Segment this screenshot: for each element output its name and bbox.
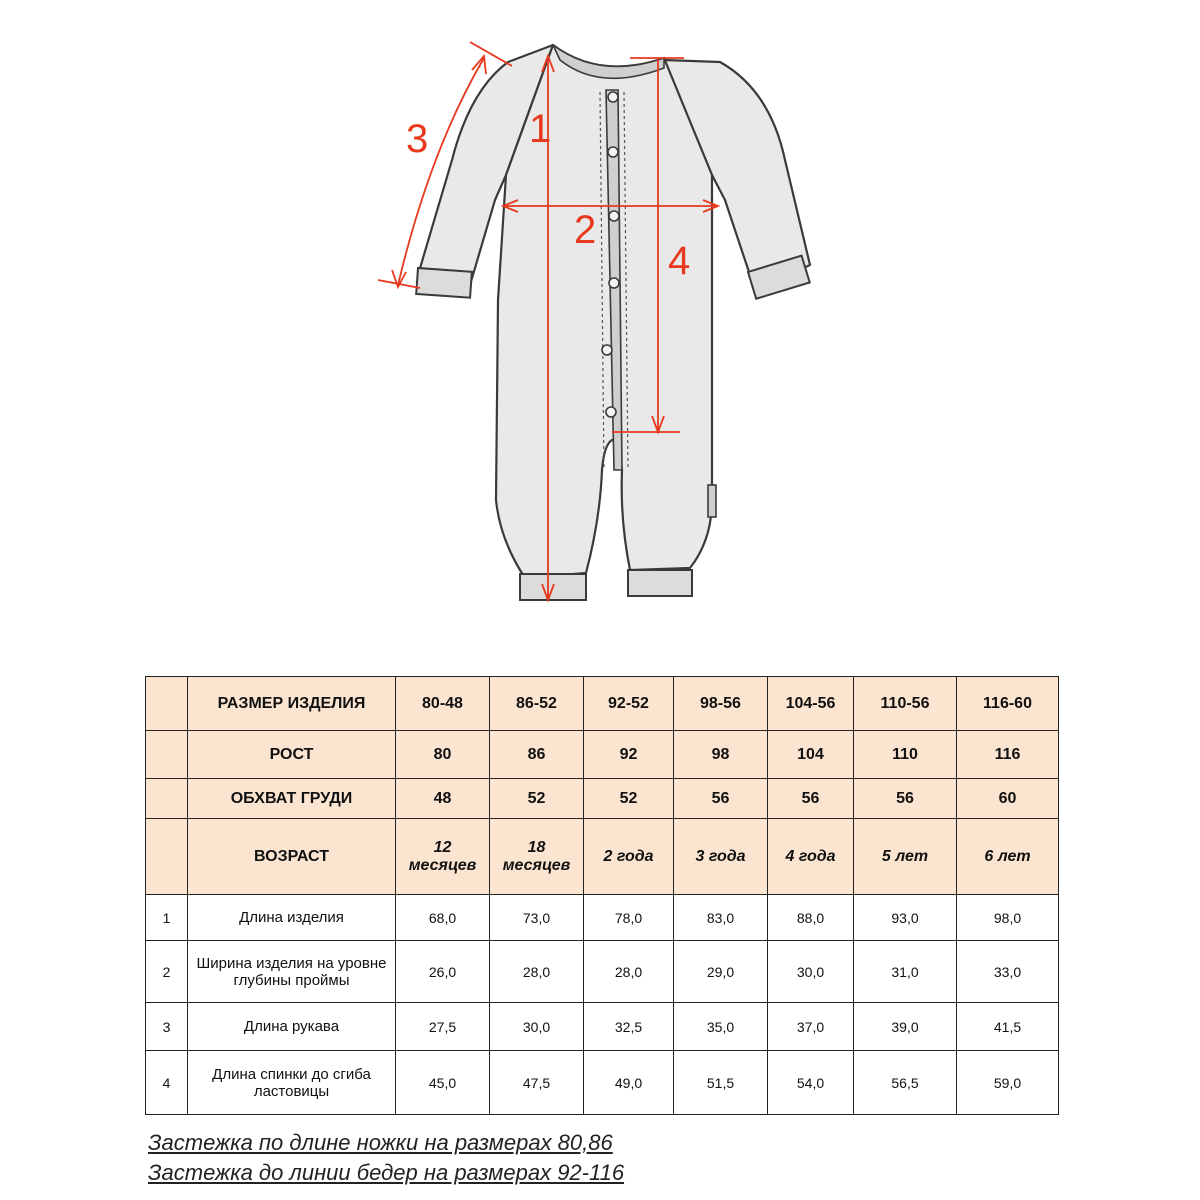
table-row xyxy=(146,1003,1059,1051)
measure-value-cell: 27,5 xyxy=(396,1003,490,1051)
header-value-cell: 52 xyxy=(584,779,674,819)
measure-value-cell: 37,0 xyxy=(768,1003,854,1051)
measure-value-cell: 54,0 xyxy=(768,1051,854,1115)
measure-value-cell: 32,5 xyxy=(584,1003,674,1051)
measure-value-cell: 30,0 xyxy=(768,941,854,1003)
measure-value-cell: 45,0 xyxy=(396,1051,490,1115)
header-value-cell: 92 xyxy=(584,731,674,779)
measure-value-cell: 47,5 xyxy=(490,1051,584,1115)
table-row xyxy=(146,941,1059,1003)
table-row xyxy=(146,1051,1059,1115)
snap-button xyxy=(608,147,618,157)
snap-button xyxy=(602,345,612,355)
row-number-cell xyxy=(146,677,188,731)
header-value-cell: 98-56 xyxy=(674,677,768,731)
row-number-cell xyxy=(146,819,188,895)
measure-value-cell: 35,0 xyxy=(674,1003,768,1051)
header-value-cell: 110-56 xyxy=(854,677,957,731)
measure-value-cell: 56,5 xyxy=(854,1051,957,1115)
header-value-cell: 2 года xyxy=(584,819,674,895)
size-table xyxy=(145,676,1059,1115)
measure-value-cell: 68,0 xyxy=(396,895,490,941)
right-leg-cuff xyxy=(628,570,692,596)
header-row xyxy=(146,677,1059,731)
header-value-cell: 116 xyxy=(957,731,1059,779)
row-number-cell: 4 xyxy=(146,1051,188,1115)
row-number-cell: 2 xyxy=(146,941,188,1003)
header-label-cell: ВОЗРАСТ xyxy=(188,819,396,895)
row-number-cell xyxy=(146,779,188,819)
header-value-cell: 18 месяцев xyxy=(490,819,584,895)
measure-value-cell: 83,0 xyxy=(674,895,768,941)
measure-value-cell: 73,0 xyxy=(490,895,584,941)
row-number-cell: 1 xyxy=(146,895,188,941)
snap-button xyxy=(606,407,616,417)
header-value-cell: 80-48 xyxy=(396,677,490,731)
measure-label-cell: Длина изделия xyxy=(188,895,396,941)
measure-value-cell: 39,0 xyxy=(854,1003,957,1051)
measure-value-cell: 28,0 xyxy=(584,941,674,1003)
measure-value-cell: 49,0 xyxy=(584,1051,674,1115)
header-value-cell: 3 года xyxy=(674,819,768,895)
header-value-cell: 86 xyxy=(490,731,584,779)
header-row xyxy=(146,779,1059,819)
side-label-tag xyxy=(708,485,716,517)
measure-label-2: 2 xyxy=(574,208,597,252)
measure-value-cell: 98,0 xyxy=(957,895,1059,941)
header-label-cell: ОБХВАТ ГРУДИ xyxy=(188,779,396,819)
header-value-cell: 98 xyxy=(674,731,768,779)
measure-value-cell: 29,0 xyxy=(674,941,768,1003)
footnote-1: Застежка по длине ножки на размерах 80,86 xyxy=(148,1130,613,1155)
left-sleeve-cuff xyxy=(416,268,472,298)
header-value-cell: 56 xyxy=(768,779,854,819)
header-value-cell: 6 лет xyxy=(957,819,1059,895)
header-value-cell: 80 xyxy=(396,731,490,779)
measure-value-cell: 51,5 xyxy=(674,1051,768,1115)
header-value-cell: 60 xyxy=(957,779,1059,819)
measure-value-cell: 78,0 xyxy=(584,895,674,941)
header-value-cell: 104 xyxy=(768,731,854,779)
header-value-cell: 48 xyxy=(396,779,490,819)
header-value-cell: 12 месяцев xyxy=(396,819,490,895)
header-label-cell: РОСТ xyxy=(188,731,396,779)
measure-label-3: 3 xyxy=(406,117,429,161)
header-value-cell: 116-60 xyxy=(957,677,1059,731)
measure-label-1: 1 xyxy=(529,107,552,151)
measure-value-cell: 30,0 xyxy=(490,1003,584,1051)
measure-label-4: 4 xyxy=(668,239,691,283)
header-label-cell: РАЗМЕР ИЗДЕЛИЯ xyxy=(188,677,396,731)
header-value-cell: 5 лет xyxy=(854,819,957,895)
measure-label-cell: Ширина изделия на уровне глубины проймы xyxy=(188,941,396,1003)
measure-value-cell: 59,0 xyxy=(957,1051,1059,1115)
table-row xyxy=(146,895,1059,941)
measure-value-cell: 26,0 xyxy=(396,941,490,1003)
measure-value-cell: 93,0 xyxy=(854,895,957,941)
measure-value-cell: 31,0 xyxy=(854,941,957,1003)
header-value-cell: 4 года xyxy=(768,819,854,895)
snap-button xyxy=(609,211,619,221)
header-value-cell: 56 xyxy=(854,779,957,819)
header-value-cell: 92-52 xyxy=(584,677,674,731)
measure-value-cell: 88,0 xyxy=(768,895,854,941)
header-value-cell: 86-52 xyxy=(490,677,584,731)
footnote-2: Застежка до линии бедер на размерах 92-116 xyxy=(148,1160,625,1185)
measure-label-cell: Длина спинки до сгиба ластовицы xyxy=(188,1051,396,1115)
header-value-cell: 110 xyxy=(854,731,957,779)
header-row xyxy=(146,819,1059,895)
snap-button xyxy=(609,278,619,288)
row-number-cell: 3 xyxy=(146,1003,188,1051)
header-value-cell: 52 xyxy=(490,779,584,819)
measure-value-cell: 28,0 xyxy=(490,941,584,1003)
header-value-cell: 104-56 xyxy=(768,677,854,731)
header-row xyxy=(146,731,1059,779)
snap-button xyxy=(608,92,618,102)
measure-value-cell: 33,0 xyxy=(957,941,1059,1003)
measure-label-cell: Длина рукава xyxy=(188,1003,396,1051)
header-value-cell: 56 xyxy=(674,779,768,819)
row-number-cell xyxy=(146,731,188,779)
measure-value-cell: 41,5 xyxy=(957,1003,1059,1051)
